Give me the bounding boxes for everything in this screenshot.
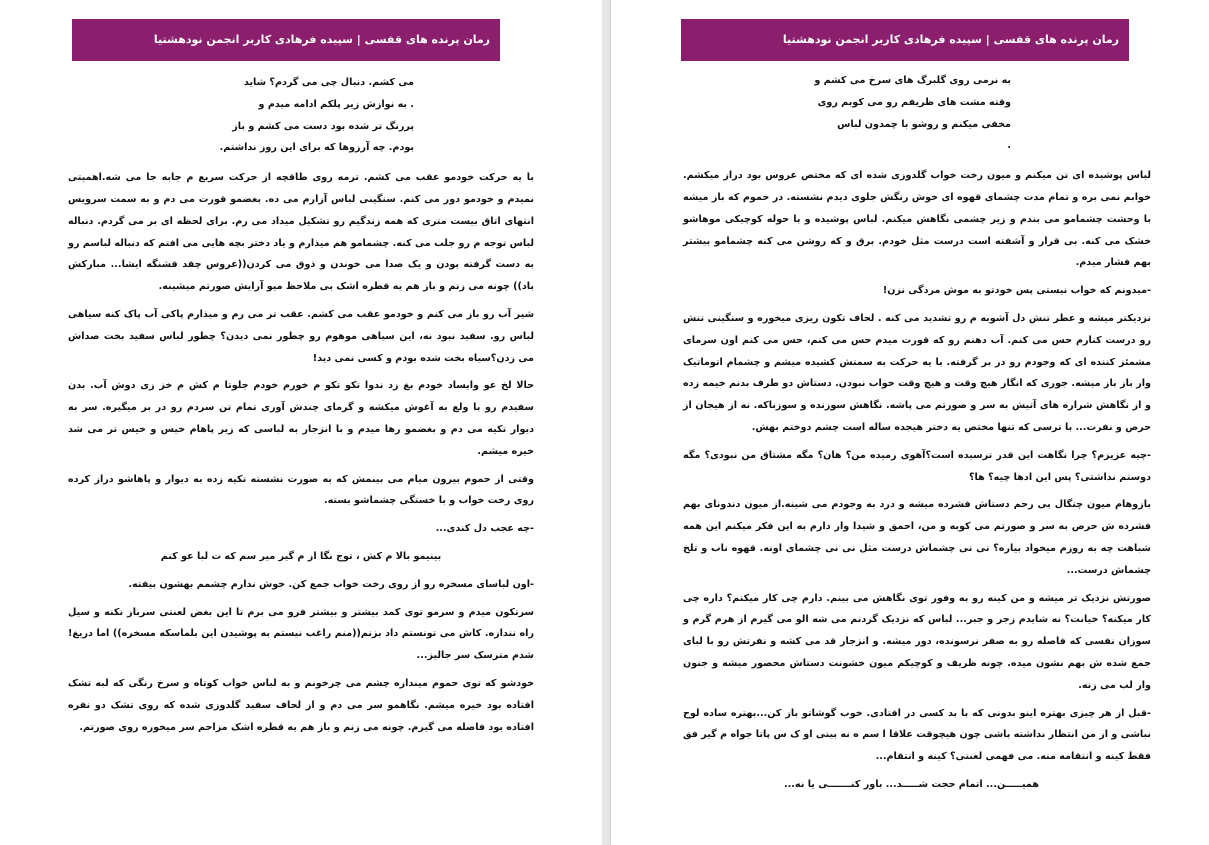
right-page-body	[683, 70, 1151, 802]
paragraph: حالا لخ عو وایساد خودم بغ زد ندوا تکو تکو م خورم خودم جلوتا م کش م خز زی دوش آب. بدن سفیدم رو با ولع به آغوش میکشه و گرمای چندش آوری تمام تن سردم رو در بر میگیره. سر به دیوار تکیه می دم و بغضمو رها میدم و با انزجار به لباسی که زیر پاهام خیس و خیس تر می شد خیره میشم.	[68, 380, 534, 457]
paragraph: صورتش نزدیک تر میشه و من کینه رو به وفور توی نگاهش می بینم. دارم چی کار میکنم؟ داره چی کار میکنه؟ خیانت؟ نه شایدم زجر و جبر... لباس که نزدیک گردنم می شه الو می گیرم از هرم گرم و سوزان نفسی که فاصله رو به صفر نرسونده، دور میشه. و انزجار قد می کشه و نفرتش رو با لبای جمع شده ش بهم نشون میده. چونه ظریف و کوچیکم میون خشونت دستاش محصور میشه و جنون وار لب می زنه.	[683, 592, 1151, 691]
paragraph: نزدیکتر میشه و عطر تنش دل آشوبه م رو تشدید می کنه . لحاف تکون ریزی میخوره و سنگینی تنش رو درست کنارم حس می کنم. آب دهنم رو که قورت میدم حس می کنم، حس می کنم اون سرمای مشمئز کننده ای که وجودم رو در بر گرفته. با یه حرکت به سمتش کشیده میشم و چشمام اتوماتیک وار باز باز میشه. جوری که انگار هیچ وقت و هیچ وقت خواب نبودن. دستاش دو طرف بدنم خیمه زده و از نگاهش شراره های آتیش به سر و صورتم می پاشه. نگاهش سوزنده و سوزناکه. نه از هیجان از حرص و نفرت... با ترسی که تنها مختص یه دختر هیجده ساله است چشم دوختم بهش.	[683, 312, 1151, 433]
left-poem	[68, 72, 534, 159]
poem-line: .	[1007, 140, 1011, 152]
poem-line: به نرمی روی گلبرگ های سرخ می کشم و	[814, 75, 1011, 86]
paragraph: -قبل از هر چیزی بهتره اینو بدونی که با بد کسی در افتادی. خوب گوشاتو باز کن...بهتره ساده لوح نباشی و از من انتظار نداشته باشی چون هیچوقت علاقا ا سم ه نه بینی او ک س پاتا جواه م گیر فق فقط کینه و انتقامه منه. می فهمی لعنتی؟ کینه و انتقام...	[683, 707, 1151, 763]
paragraph: همیـــــن... اتمام حجت شـــــد... باور کنـــــــی یا نه...	[784, 778, 1039, 790]
left-page	[0, 0, 602, 845]
page-gap	[602, 0, 611, 845]
poem-line: می کشم. دنبال چی می گردم؟ شاید	[243, 77, 414, 88]
paragraph: لباس پوشیده ای تن میکنم و میون رخت خواب گلدوزی شده ای که مختص عروس بود دراز میکشم. خوابم نمی بره و تمام مدت چشمای قهوه ای خوش رنگش جلوی دیدم نشسته. در حموم که باز میشه با وحشت چشمامو می بندم و زیر چشمی نگاهش میکنم. لباس پوشیده و با حوله کوچیکی موهاشو خشک می کنه. بی قرار و آشفته است درست مثل خودم. برق و که روشن می کنه چشمامو بیشتر بهم فشار میدم.	[683, 170, 1151, 269]
paragraph: سرتکون میدم و سرمو توی کمد بیشتر و بیشتر فرو می برم تا این بغض لعنتی سرباز نکنه و سیل راه نندازه. کاش می تونستم داد بزنم((منم راغب نیستم به پوشیدن این بلماسکه مسخره)) اما دریغ! شدم مترسک سر جالیز...	[68, 606, 534, 662]
right-page	[611, 0, 1209, 845]
poem-line: وقته مشت های ظریفم رو می کوبم روی	[817, 96, 1011, 108]
poem-line: پررنگ تر شده بود دست می کشم و باز	[232, 120, 414, 132]
paragraph: -چه عجب دل کندی...	[435, 523, 534, 535]
paragraph: خودشو که توی حموم میندازه چشم می چرخونم و به لباس خواب کوتاه و سرخ رنگی که لبه تشک افتاده بود خیره میشم. نگاهمو سر می دم و از لحاف سفید گلدوزی شده که روی تشک دو نفره افتاده بود فاصله می گیرم. چونه می زنم و باز هم یه قطره اشک مزاحم سر میخوره روی صورتم.	[68, 677, 534, 733]
paragraph: بازوهام میون چنگال بی رحم دستاش فشرده میشه و درد به وجودم می شینه.از میون دندونای بهم فشرده ش حرص به سر و صورتم می کوبه و من، احمق و شیدا وار دارم به این فکر میکنم این همه شباهت چه به روزم میخواد بیاره؟ نی نی چشماش درست مثل نی نی چشمای اونه. قهوه ناب و تلخ چشماش درست...	[683, 499, 1151, 576]
paragraph: با یه حرکت خودمو عقب می کشم. ترمه روی طاقچه از حرکت سریع م جابه جا می شه.اهمیتی نمیدم و خودمو دور می کنم. سنگینی لباس آزارم می ده. بغضمو قورت می دم و به سمت سرویس انتهای اتاق بیست متری که همه زندگیم رو تشکیل میداد می رم. برای لحظه ای بر می گردم. دنباله لباس توجه م رو جلب می کنه. چشمامو هم میذارم و یاد دختر بچه هایی می افتم که دنباله لباسم رو به دست گرفته بودن و یک صدا می خوندن و ذوق می کردن((عروس چقد قشنگه ایشا... مبارکش باد)) چونه می زنم و باز هم یه قطره اشک بی ملاحظ میو آرایش صورتم میشینه.	[68, 172, 534, 293]
paragraph: -چیه عزیزم؟ چرا نگاهت این قدر ترسیده است؟آهوی رمیده من؟ هان؟ مگه مشتاق من نبودی؟ مگه دوستم نداشتی؟ پس این ادها چیه؟ ها؟	[683, 449, 1151, 483]
left-page-body	[68, 72, 534, 744]
right-poem	[683, 70, 1151, 157]
poem-line: . به نوازش زیر پلکم ادامه میدم و	[258, 98, 414, 110]
poem-line: بودم. چه آرزوها که برای این روز نداشتم.	[219, 142, 414, 154]
paragraph: -اون لباسای مسخره رو از روی رخت خواب جمع کن. خوش ندارم چشمم بهشون بیفته.	[128, 578, 534, 590]
paragraph: شیر آب رو باز می کنم و خودمو عقب می کشم. عقب تر می رم و میذارم پاکی آب پاک کنه سیاهی لباس رو. سفید نبود نه، این سیاهی موهوم رو چطور نمی دیدن؟ چطور لباس سفید بخت صداش می زدن؟سیاه بخت شده بودم و کسی نمی دید!	[68, 308, 534, 364]
paragraph: -میدونم که خواب نیستی پس خودتو به موش مردگی نزن!	[882, 285, 1151, 297]
paragraph: بینیمو بالا م کش ، توج نگا از م گیر میر سم که ت لبا عو کنم	[160, 550, 442, 562]
poem-line: مخفی میکنم و روشو با چمدون لباس	[837, 118, 1011, 130]
left-page-header: رمان پرنده های قفسی | سپیده فرهادی کاربر انجمن نودهشتیا	[72, 19, 500, 61]
paragraph: وقتی از حموم بیرون میام می بینمش که به صورت نشسته تکیه زده به دیوار و پاهاشو دراز کرده روی رخت خواب و با خستگی چشماشو بسته.	[68, 473, 534, 507]
right-page-header: رمان پرنده های قفسی | سپیده فرهادی کاربر انجمن نودهشتیا	[681, 19, 1129, 61]
